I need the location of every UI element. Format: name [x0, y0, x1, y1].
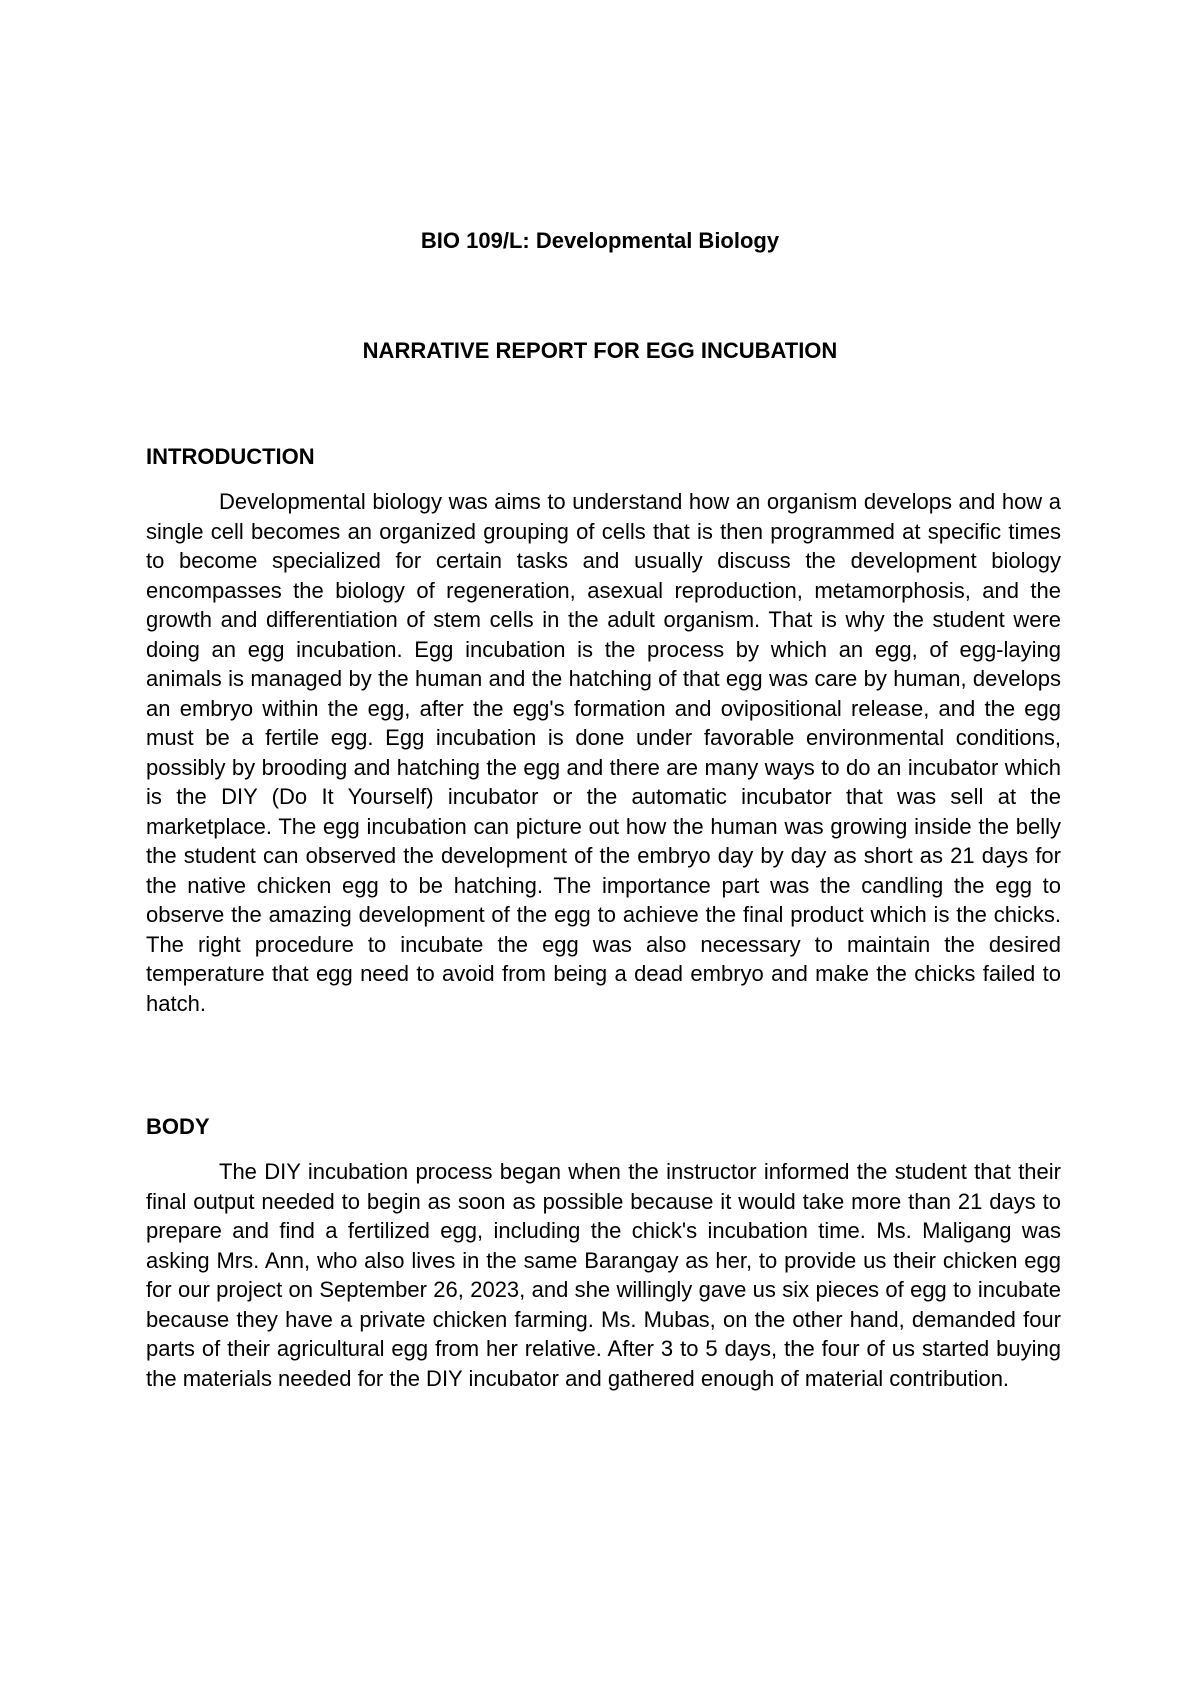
report-title: NARRATIVE REPORT FOR EGG INCUBATION: [362, 338, 838, 363]
body-paragraph: The DIY incubation process began when the instructor informed the student that their final output needed to begin as soon as possible because it would take more than 21 days to prepare and find a fertilized egg, including the chick's incubation time. Ms. Maligang was asking Mrs. Ann, who also lives in the same Barangay as her, to provide us their chicken egg for our project on September 26, 2023, and she willingly gave us six pieces of egg to incubate because they have a private chicken farming. Ms. Mubas, on the other hand, demanded four parts of their agricultural egg from her relative. After 3 to 5 days, the four of us started buying the materials needed for the DIY incubator and gathered enough of material contribution.: [146, 1159, 1061, 1391]
body-heading: BODY: [146, 1114, 210, 1139]
introduction-paragraph: Developmental biology was aims to understand how an organism develops and how a single cell becomes an organized grouping of cells that is then programmed at specific times to become specialized for certain tasks and usually discuss the development biology encompasses the biology of regeneration, asexual reproduction, metamorphosis, and the growth and differentiation of stem cells in the adult organism. That is why the student were doing an egg incubation. Egg incubation is the process by which an egg, of egg-laying animals is managed by the human and the hatching of that egg was care by human, develops an embryo within the egg, after the egg's formation and ovipositional release, and the egg must be a fertile egg. Egg incubation is done under favorable environmental conditions, possibly by brooding and hatching the egg and there are many ways to do an incubator which is the DIY (Do It Yourself) incubator or the automatic incubator that was sell at the marketplace. The egg incubation can picture out how the human was growing inside the belly the student can observed the development of the embryo day by day as short as 21 days for the native chicken egg to be hatching. The importance part was the candling the egg to observe the amazing development of the egg to achieve the final product which is the chicks. The right procedure to incubate the egg was also necessary to maintain the desired temperature that egg need to avoid from being a dead embryo and make the chicks failed to hatch.: [146, 489, 1061, 1016]
introduction-heading: INTRODUCTION: [146, 444, 315, 469]
course-title: BIO 109/L: Developmental Biology: [420, 228, 780, 253]
